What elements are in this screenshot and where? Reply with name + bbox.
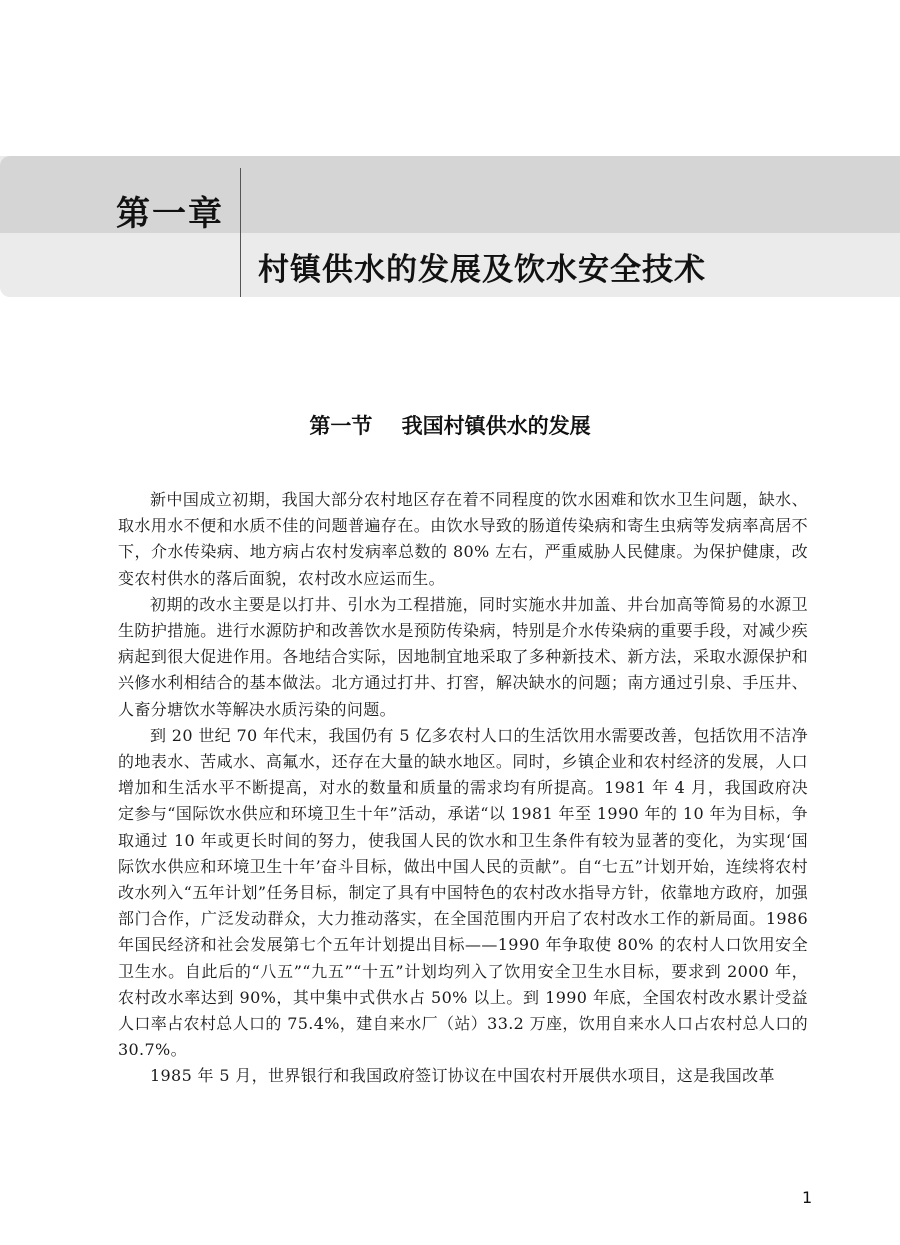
section-title: 第一节 我国村镇供水的发展 <box>309 414 591 438</box>
paragraph: 到 20 世纪 70 年代末，我国仍有 5 亿多农村人口的生活饮用水需要改善，包括饮用不洁净的地表水、苦咸水、高氟水，还存在大量的缺水地区。同时，乡镇企业和农村经济的发展，人口增加和生活水平不断提高，对水的数量和质量的需求均有所提高。1981 年 4 月，我国政府决定参与“国际饮水供应和环境卫生十年”活动，承诺“以 1981 年至 1990 年的 10 年为目标，争取通过 10 年或更长时间的努力，使我国人民的饮水和卫生条件有较为显著的变化，为实现‘国际饮水供应和环境卫生十年’奋斗目标，做出中国人民的贡献”。自“七五”计划开始，连续将农村改水列入“五年计划”任务目标，制定了具有中国特色的农村改水指导方针，依靠地方政府，加强部门合作，广泛发动群众，大力推动落实，在全国范围内开启了农村改水工作的新局面。1986 年国民经济和社会发展第七个五年计划提出目标——1990 年争取使 80% 的农村人口饮用安全卫生水。自此后的“八五”“九五”“十五”计划均列入了饮用安全卫生水目标，要求到 2000 年，农村改水率达到 90%，其中集中式供水占 50% 以上。到 1990 年底，全国农村改水累计受益人口率占农村总人口的 75.4%，建自来水厂（站）33.2 万座，饮用自来水人口占农村总人口的 30.7%。 <box>118 725 808 1060</box>
chapter-divider <box>240 168 241 297</box>
chapter-label: 第一章 <box>116 194 224 234</box>
paragraph: 初期的改水主要是以打井、引水为工程措施，同时实施水井加盖、井台加高等简易的水源卫生防护措施。进行水源防护和改善饮水是预防传染病，特别是介水传染病的重要手段，对减少疾病起到很大促进作用。各地结合实际，因地制宜地采取了多种新技术、新方法，采取水源保护和兴修水利相结合的基本做法。北方通过打井、打窖，解决缺水的问题；南方通过引泉、手压井、人畜分塘饮水等解决水质污染的问题。 <box>118 594 808 719</box>
paragraph: 新中国成立初期，我国大部分农村地区存在着不同程度的饮水困难和饮水卫生问题，缺水、取水用水不便和水质不佳的问题普遍存在。由饮水导致的肠道传染病和寄生虫病等发病率高居不下，介水传染病、地方病占农村发病率总数的 80% 左右，严重威胁人民健康。为保护健康，改变农村供水的落后面貌，农村改水应运而生。 <box>118 490 808 588</box>
body-text <box>118 487 808 1090</box>
chapter-header <box>0 156 900 297</box>
paragraph: 1985 年 5 月，世界银行和我国政府签订协议在中国农村开展供水项目，这是我国改革 <box>150 1066 775 1086</box>
chapter-title: 村镇供水的发展及饮水安全技术 <box>258 252 706 288</box>
page-number: 1 <box>802 1188 813 1207</box>
